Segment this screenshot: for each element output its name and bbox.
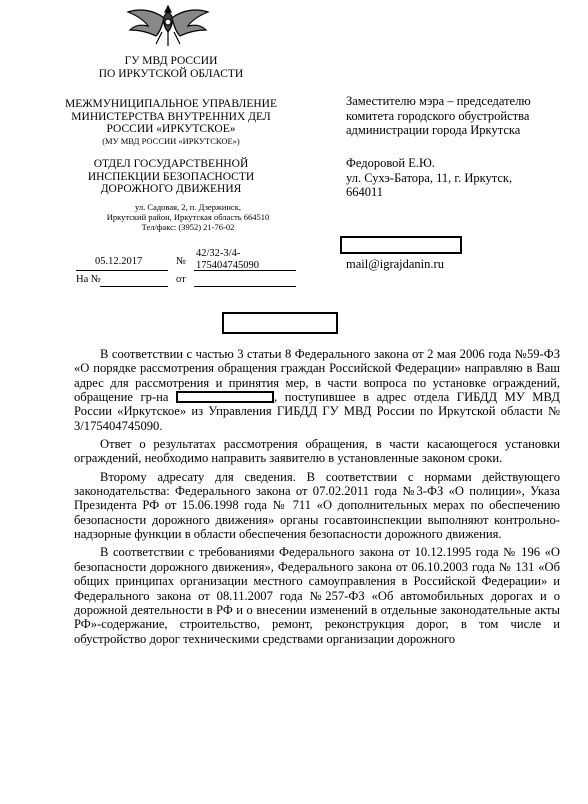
recipient-address1: ул. Сухэ-Батора, 11, г. Иркутск, bbox=[346, 170, 513, 185]
number-underline bbox=[194, 270, 296, 271]
ot-underline bbox=[194, 286, 296, 287]
date-underline bbox=[76, 270, 168, 271]
number-sign: № bbox=[176, 256, 187, 267]
na-label: На № bbox=[76, 274, 101, 285]
org1-line2: ПО ИРКУТСКОЙ ОБЛАСТИ bbox=[98, 67, 244, 80]
dept-line3: ДОРОЖНОГО ДВИЖЕНИЯ bbox=[100, 183, 242, 195]
org2-header bbox=[60, 98, 282, 146]
recipient-address2: 664011 bbox=[346, 185, 384, 199]
address-line2: Иркутский район, Иркутская область 664510 bbox=[106, 212, 270, 222]
recipient-line1: Заместителю мэра – председателю bbox=[346, 94, 531, 108]
letter-date: 05.12.2017 bbox=[95, 256, 143, 267]
org-header bbox=[60, 55, 282, 80]
reg-number bbox=[196, 248, 259, 272]
recipient-name: Федоровой Е.Ю. bbox=[346, 156, 435, 170]
org2-line3: РОССИИ «ИРКУТСКОЕ» bbox=[106, 123, 236, 135]
reg-number-line2: 175404745090 bbox=[196, 260, 259, 271]
recipient-address-block bbox=[346, 156, 574, 200]
paragraph-1 bbox=[74, 347, 560, 433]
org2-abbr: (МУ МВД РОССИИ «ИРКУТСКОЕ») bbox=[102, 135, 240, 146]
redacted-recipient-name bbox=[340, 236, 462, 254]
recipient-email: mail@igrajdanin.ru bbox=[346, 257, 444, 271]
dept-header bbox=[60, 158, 282, 196]
address-line3: Тел/факс: (3952) 21-76-02 bbox=[141, 222, 235, 232]
paragraph-2: Ответ о результатах рассмотрения обращения, в части касающегося установки ограждений, необходимо направить заявителю в установленные законом сроки. bbox=[74, 437, 560, 466]
dept-line2: ИНСПЕКЦИИ БЕЗОПАСНОСТИ bbox=[87, 170, 255, 183]
dept-address bbox=[60, 202, 316, 232]
eagle-emblem-icon bbox=[118, 2, 218, 48]
dept-line1: ОТДЕЛ ГОСУДАРСТВЕННОЙ bbox=[93, 158, 249, 170]
recipient-line2: комитета городского обустройства bbox=[346, 108, 530, 123]
org2-line2: МИНИСТЕРСТВА ВНУТРЕННИХ ДЕЛ bbox=[71, 110, 271, 123]
recipient-line3: администрации города Иркутска bbox=[346, 123, 521, 137]
paragraph-1-start: В соответствии с частью 3 статьи 8 Федерального закона от 2 мая 2006 года №59-ФЗ «О порядке рассмотрения обращения граждан Российской Федерации» направляю в Ваш адрес для рассмотрения и принятия мер, в части вопроса по установке ограждений, обращение гр-на bbox=[74, 347, 560, 405]
redacted-salutation bbox=[222, 312, 338, 334]
redacted-applicant-name bbox=[176, 391, 274, 403]
paragraph-3: Второму адресату для сведения. В соответствии с нормами действующего законодательства: Федерального закона от 07.02.2011 года №3-ФЗ «О полиции», Указа Президента РФ от 15.06.1998 года № 711 «О дополнительных мерах по обеспечению безопасности дорожного движения» органы госавтоинспекции выполняют контрольно-надзорные функции в области обеспечения безопасности дорожного движения. bbox=[74, 469, 560, 542]
reg-number-line1: 42/32-3/4- bbox=[196, 248, 241, 259]
paragraph-1-end: , поступившее в адрес отдела ГИБДД МУ МВД России «Иркутское» из Управления ГИБДД ГУ МВД России по Иркутской области № 3/175404745090. bbox=[74, 390, 560, 433]
ot-label: от bbox=[176, 274, 186, 285]
address-line1: ул. Садовая, 2, п. Дзержинск, bbox=[135, 202, 241, 212]
letter-body bbox=[74, 347, 560, 650]
paragraph-4: В соответствии с требованиями Федерального закона от 10.12.1995 года № 196 «О безопасности дорожного движения», Федерального закона от 06.10.2003 года № 131 «Об общих принципах организации местного самоуправления в Российской Федерации» и Федерального закона от 08.11.2007 года №257-ФЗ «Об автомобильных дорогах и о дорожной деятельности в РФ и о внесении изменений в отдельные законодательные акты РФ»-содержание, строительство, ремонт, реконструкция дорог, в том числе и обустройство дорог техническими средствами организации дорожного bbox=[74, 545, 560, 646]
recipient-block bbox=[346, 94, 574, 138]
org1-line1: ГУ МВД РОССИИ bbox=[124, 55, 218, 67]
na-underline bbox=[100, 286, 168, 287]
org2-line1: МЕЖМУНИЦИПАЛЬНОЕ УПРАВЛЕНИЕ bbox=[64, 98, 278, 110]
